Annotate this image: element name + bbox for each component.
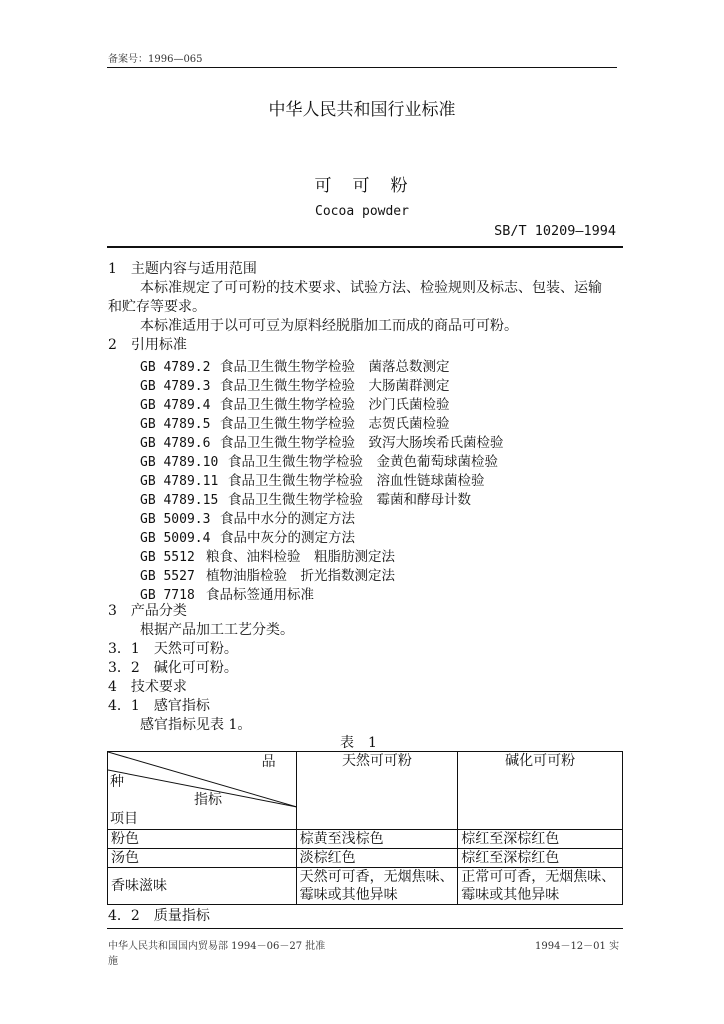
section-3-paragraph: 根据产品加工工艺分类。 (140, 622, 294, 638)
standard-code: SB/T 10209—1994 (494, 223, 616, 239)
row-natural-value (296, 868, 458, 905)
table-row (108, 849, 623, 868)
row-item: 粉色 (108, 830, 297, 849)
document-title: 可 可 粉 (314, 176, 410, 196)
section-3-1: 3．1 天然可可粉。 (108, 641, 238, 657)
section-1-paragraph-1-cont: 和贮存等要求。 (108, 299, 206, 315)
reference-code: GB 5512 (140, 550, 195, 565)
reference-item (140, 355, 450, 375)
approval-info-cont: 施 (108, 956, 118, 967)
reference-code: GB 4789.11 (140, 474, 219, 489)
column-header-natural: 天然可可粉 (296, 752, 458, 830)
reference-title: 粮食、油料检验 粗脂肪测定法 (206, 549, 395, 565)
record-number: 备案号：1996—065 (108, 54, 203, 65)
row-alkalized-value: 棕红至深棕红色 (458, 830, 623, 849)
row-alkalized-value: 棕红至深棕红色 (458, 849, 623, 868)
implementation-date: 1994－12－01 实 (535, 941, 620, 952)
reference-title: 食品中灰分的测定方法 (220, 530, 355, 546)
section-1-heading: 1 主题内容与适用范围 (108, 261, 257, 277)
reference-item (140, 507, 355, 527)
reference-code: GB 4789.5 (140, 417, 211, 432)
row-item: 汤色 (108, 849, 297, 868)
reference-title: 食品卫生微生物学检验 霉菌和酵母计数 (228, 492, 471, 508)
reference-title: 食品中水分的测定方法 (220, 511, 355, 527)
section-4-2-heading: 4．2 质量指标 (108, 908, 210, 924)
section-4-heading: 4 技术要求 (108, 679, 187, 695)
row-alkalized-value (458, 868, 623, 905)
title-rule (107, 246, 623, 248)
header-rule (107, 67, 617, 68)
table-row (108, 868, 623, 905)
header-zhibiao-label: 指标 (194, 792, 222, 808)
section-3-heading: 3 产品分类 (108, 603, 187, 619)
reference-item (140, 412, 450, 432)
standard-category: 中华人民共和国行业标准 (268, 100, 456, 120)
reference-title: 食品卫生微生物学检验 金黄色葡萄球菌检验 (228, 454, 498, 470)
footer-rule (107, 928, 623, 929)
document-title-en: Cocoa powder (315, 204, 409, 219)
reference-item (140, 374, 450, 394)
row-item: 香味滋味 (108, 868, 297, 905)
reference-code: GB 4789.10 (140, 455, 219, 470)
reference-item (140, 488, 471, 508)
reference-title: 食品卫生微生物学检验 溶血性链球菌检验 (228, 473, 485, 489)
reference-item (140, 450, 498, 470)
diagonal-header-cell (108, 752, 297, 830)
table-row (108, 830, 623, 849)
section-2-heading: 2 引用标准 (108, 337, 187, 353)
section-4-1-heading: 4．1 感官指标 (108, 698, 210, 714)
row-natural-line-2: 霉味或其他异味 (299, 887, 398, 903)
reference-code: GB 4789.15 (140, 493, 219, 508)
reference-title: 食品卫生微生物学检验 大肠菌群测定 (220, 378, 450, 394)
row-alkalized-line-1: 正常可可香，无烟焦味、 (461, 869, 616, 885)
row-natural-value: 棕黄至浅棕色 (296, 830, 458, 849)
reference-title: 食品卫生微生物学检验 沙门氏菌检验 (220, 397, 450, 413)
reference-title: 食品卫生微生物学检验 菌落总数测定 (220, 359, 450, 375)
reference-code: GB 4789.4 (140, 398, 211, 413)
row-natural-line-1: 天然可可香，无烟焦味、 (299, 869, 454, 885)
reference-code: GB 4789.6 (140, 436, 211, 451)
reference-code: GB 5009.3 (140, 512, 211, 527)
reference-item (140, 393, 450, 413)
column-header-alkalized: 碱化可可粉 (458, 752, 623, 830)
sensory-table (107, 751, 623, 905)
reference-item (140, 431, 504, 451)
section-1-paragraph-2: 本标准适用于以可可豆为原料经脱脂加工而成的商品可可粉。 (140, 318, 518, 334)
reference-code: GB 5527 (140, 569, 195, 584)
reference-code: GB 7718 (140, 588, 195, 603)
reference-item (140, 583, 314, 603)
reference-item (140, 526, 355, 546)
row-alkalized-line-2: 霉味或其他异味 (461, 887, 560, 903)
table-header-row (108, 752, 623, 830)
approval-info: 中华人民共和国国内贸易部 1994－06－27 批准 (108, 941, 326, 952)
section-1-paragraph-1: 本标准规定了可可粉的技术要求、试验方法、检验规则及标志、包装、运输 (140, 280, 602, 296)
header-xiangmu-label: 项目 (110, 811, 138, 827)
reference-item (140, 545, 395, 565)
reference-item (140, 469, 485, 489)
reference-item (140, 564, 395, 584)
section-4-1-paragraph: 感官指标见表 1。 (140, 717, 252, 733)
reference-code: GB 5009.4 (140, 531, 211, 546)
table-1-caption: 表 1 (340, 735, 377, 751)
reference-code: GB 4789.2 (140, 360, 211, 375)
section-3-2: 3．2 碱化可可粉。 (108, 660, 238, 676)
reference-title: 植物油脂检验 折光指数测定法 (206, 568, 395, 584)
header-zhong-label: 种 (110, 774, 124, 790)
reference-title: 食品卫生微生物学检验 志贺氏菌检验 (220, 416, 450, 432)
header-pin-label: 品 (261, 754, 276, 770)
reference-title: 食品标签通用标准 (206, 587, 314, 603)
row-natural-value: 淡棕红色 (296, 849, 458, 868)
reference-code: GB 4789.3 (140, 379, 211, 394)
reference-title: 食品卫生微生物学检验 致泻大肠埃希氏菌检验 (220, 435, 504, 451)
